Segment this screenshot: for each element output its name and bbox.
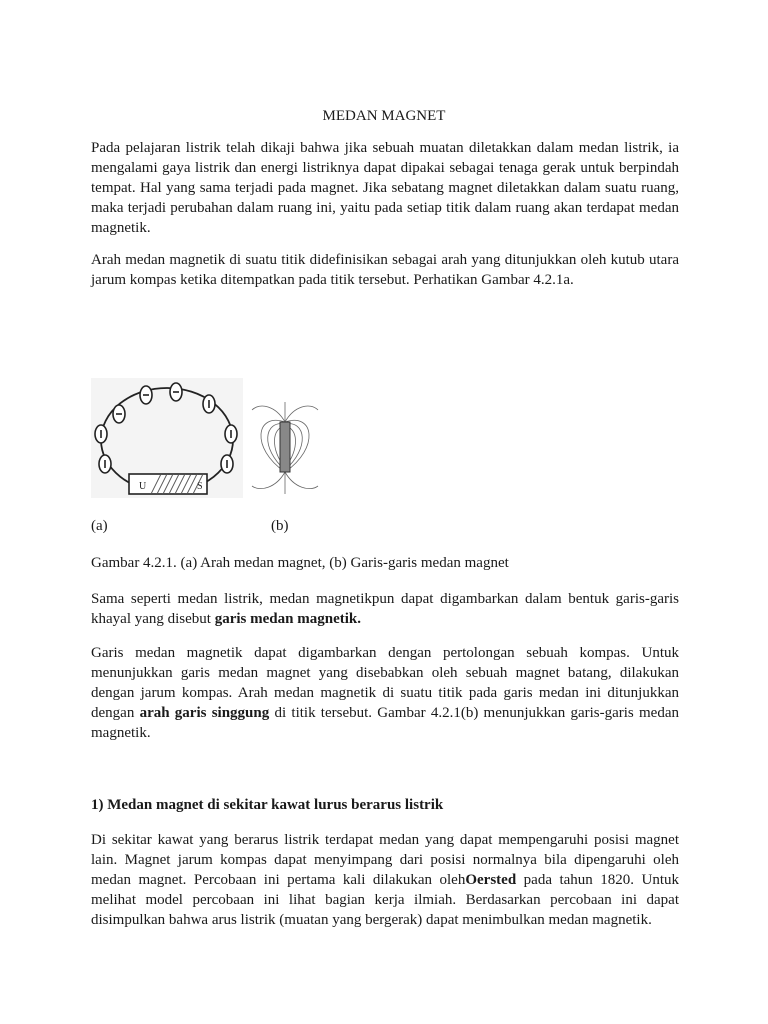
paragraph-text: Sama seperti medan listrik, medan magnetikpun dapat digambarkan dalam bentuk garis-garis khayal yang disebut bbox=[91, 591, 679, 627]
figure-label-b: (b) bbox=[271, 518, 289, 534]
term-garis-medan-magnetik: garis medan magnetik. bbox=[214, 611, 361, 627]
bar-magnet-vertical bbox=[280, 422, 290, 472]
figure-b-field-lines bbox=[248, 400, 322, 496]
magnet-pole-s: S bbox=[197, 481, 203, 492]
paragraph-text: di titik tersebut. Gambar 4.2.1(b) menunjukkan garis-garis medan magnetik. bbox=[91, 705, 679, 741]
page-title: MEDAN MAGNET bbox=[322, 108, 446, 124]
figure-a-compass-diagram bbox=[91, 378, 243, 498]
term-oersted: Oersted bbox=[465, 872, 517, 888]
magnet-pole-u: U bbox=[139, 481, 147, 492]
paragraph-compass bbox=[91, 643, 679, 743]
paragraph-text: Di sekitar kawat yang berarus listrik terdapat medan yang dapat mempengaruhi posisi magnet lain. Magnet jarum kompas dapat menyimpang dari posisi normalnya bila dipengaruhi oleh medan magnet. Percobaan ini pertama kali dilakukan oleh bbox=[91, 832, 679, 888]
paragraph-field-lines bbox=[91, 589, 679, 629]
term-arah-garis-singgung: arah garis singgung bbox=[139, 705, 270, 721]
paragraph-intro: Pada pelajaran listrik telah dikaji bahwa jika sebuah muatan diletakkan dalam medan listrik, ia mengalami gaya listrik dan energi listriknya dapat dipakai sebagai tenaga gerak untuk berpindah tempat. Hal yang sama terjadi pada magnet. Jika sebatang magnet diletakkan dalam suatu ruang, maka terjadi perubahan dalam ruang ini, yaitu pada setiap titik dalam ruang akan terdapat medan magnetik. bbox=[91, 140, 679, 236]
section-heading: 1) Medan magnet di sekitar kawat lurus berarus listrik bbox=[91, 797, 444, 813]
paragraph-definition: Arah medan magnetik di suatu titik didefinisikan sebagai arah yang ditunjukkan oleh kutub utara jarum kompas ketika ditempatkan pada titik tersebut. Perhatikan Gambar 4.2.1a. bbox=[91, 252, 679, 288]
paragraph-oersted bbox=[91, 830, 679, 930]
figure-caption: Gambar 4.2.1. (a) Arah medan magnet, (b) Garis-garis medan magnet bbox=[91, 555, 509, 571]
paragraph-text: pada tahun 1820. Untuk melihat model percobaan ini lihat bagian kerja ilmiah. Berdasarkan percobaan ini dapat disimpulkan bahwa arus listrik (muatan yang bergerak) dapat menimbulkan medan magnetik. bbox=[91, 872, 679, 928]
figure-label-a: (a) bbox=[91, 518, 108, 534]
paragraph-text: Garis medan magnetik dapat digambarkan dengan pertolongan sebuah kompas. Untuk menunjukkan garis medan magnet yang disebabkan oleh sebuah magnet batang, dilakukan dengan jarum kompas. Arah medan magnetik di suatu titik pada garis medan ini ditunjukkan dengan bbox=[91, 645, 679, 721]
